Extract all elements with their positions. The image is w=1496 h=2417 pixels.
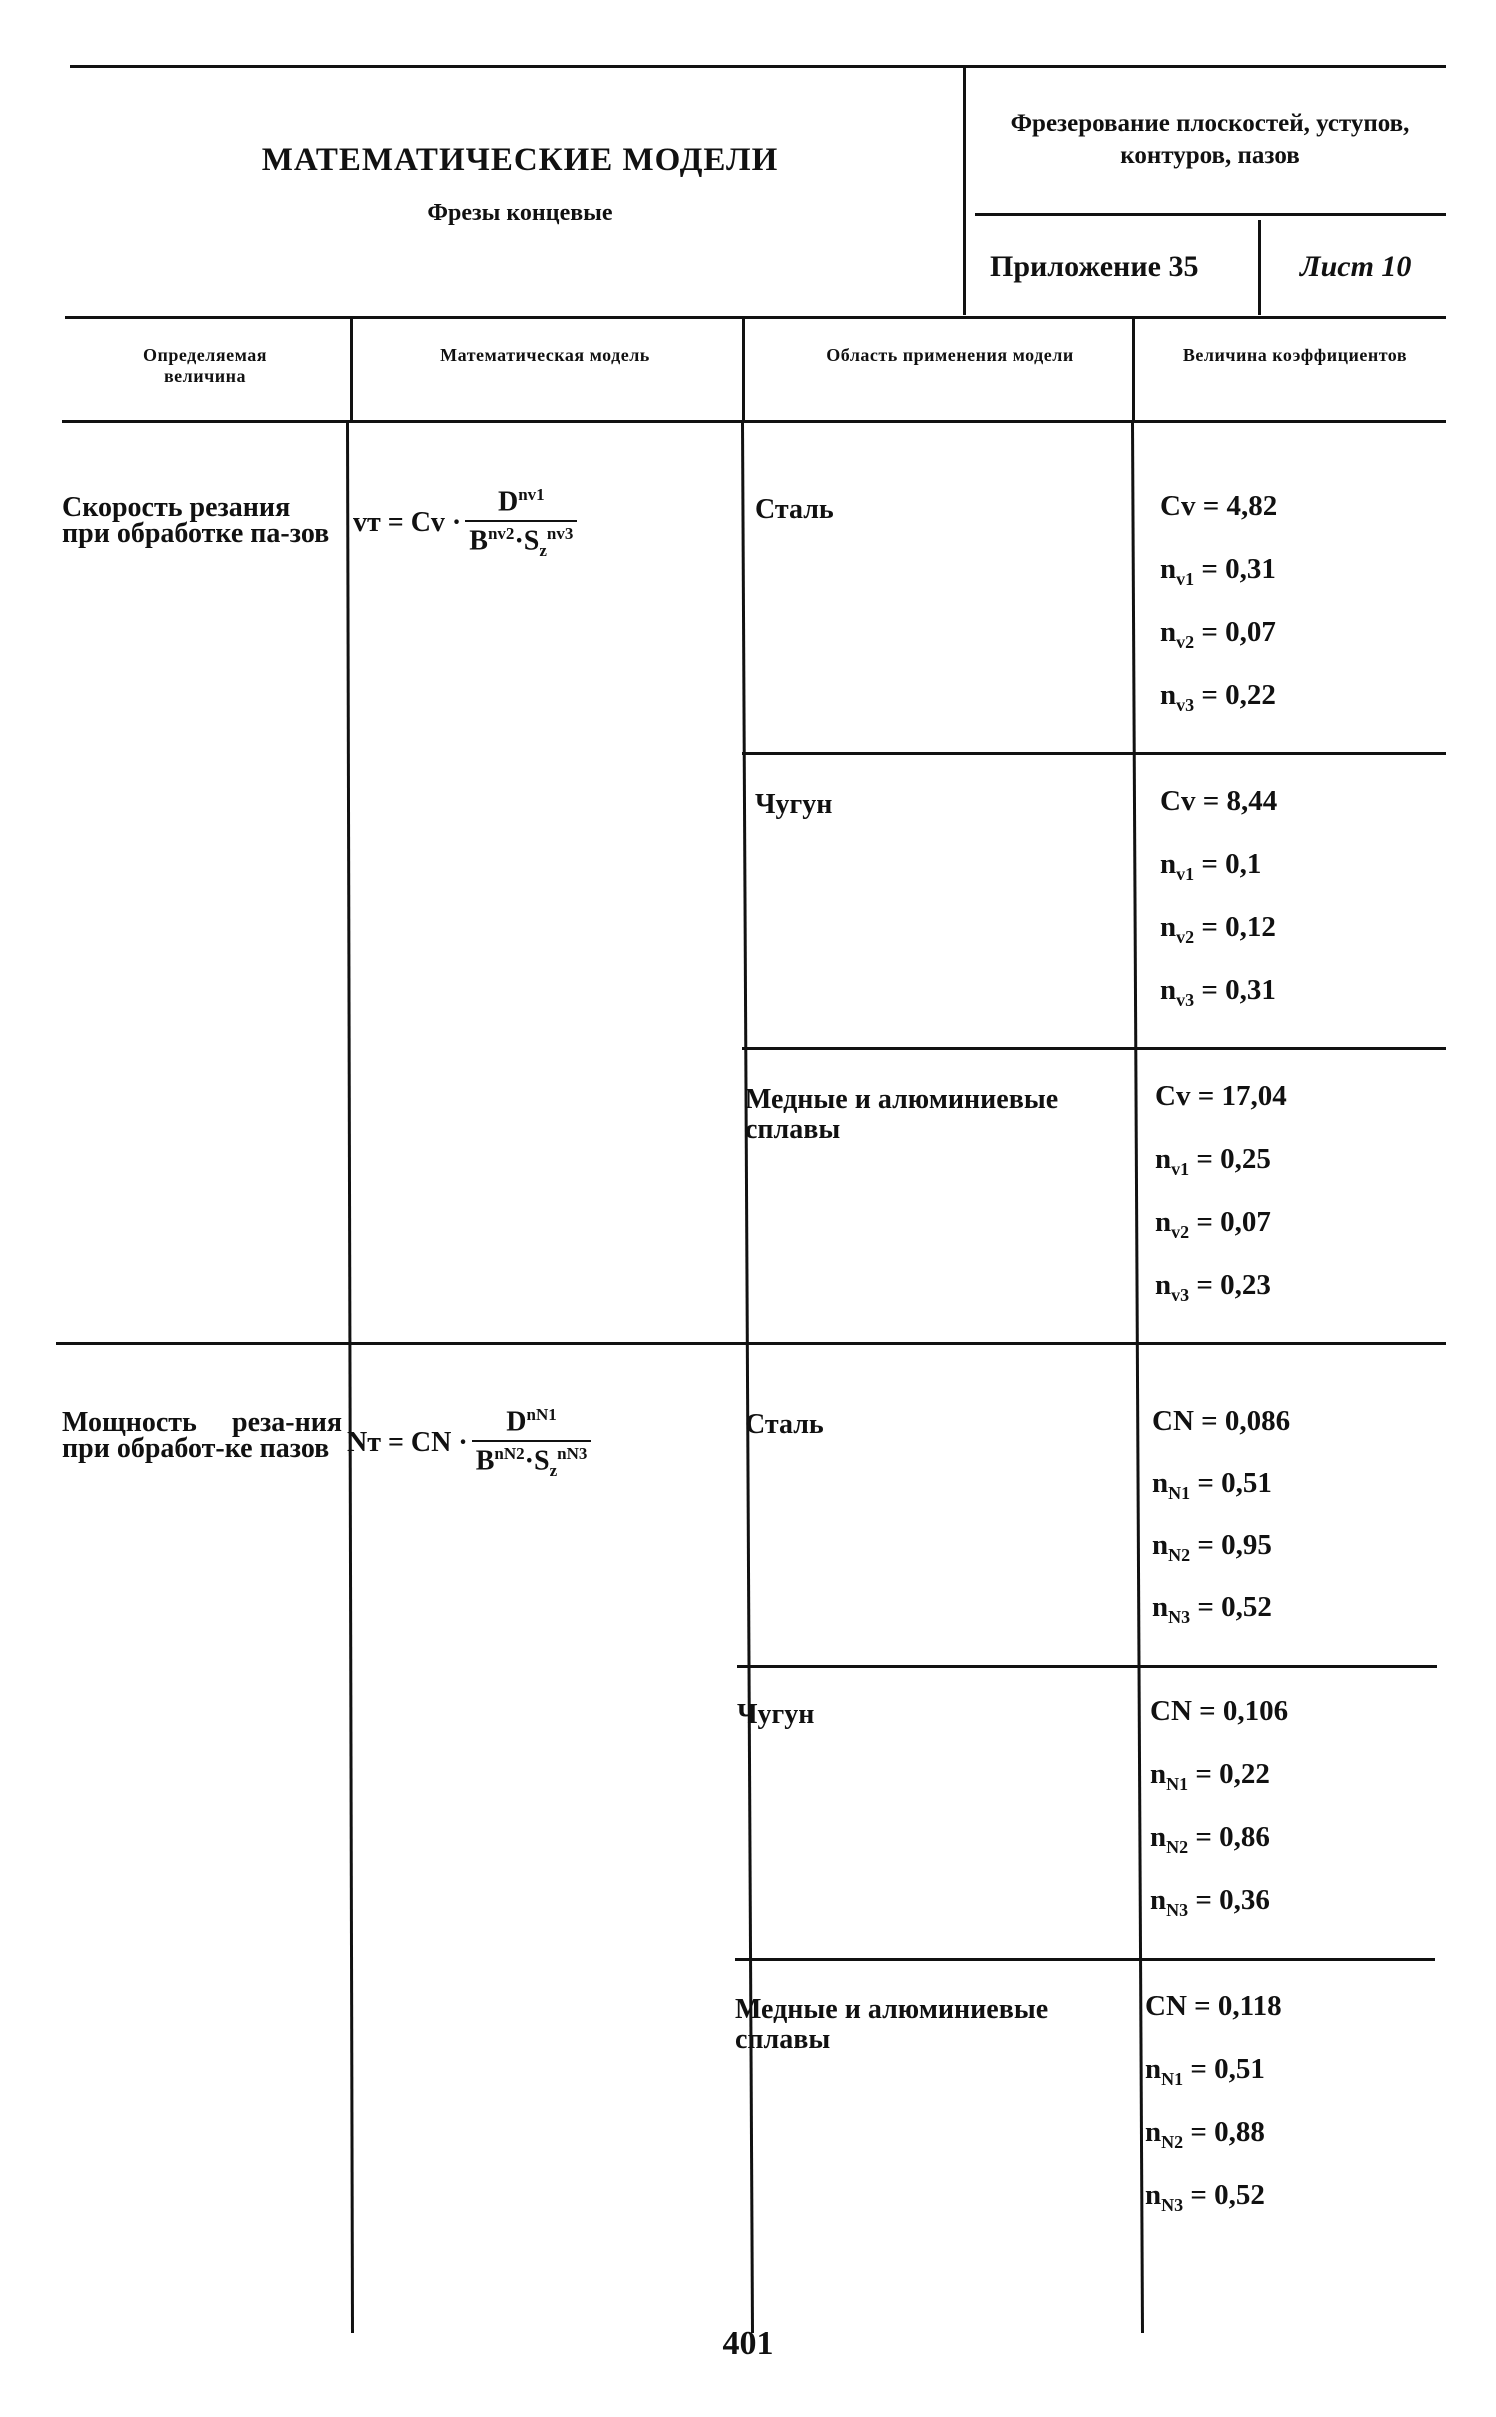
- coefficient-symbol: n: [1152, 1591, 1169, 1623]
- coefficient: [1160, 553, 1276, 590]
- coefficient-value: = 0,25: [1196, 1143, 1271, 1175]
- column-header-region: Область применения модели: [826, 345, 1074, 365]
- coefficient-symbol: n: [1160, 848, 1177, 880]
- column-divider-2: [742, 318, 745, 420]
- coefficient-subscript: v1: [1176, 568, 1195, 589]
- coefficient-subscript: N3: [1166, 1899, 1189, 1920]
- coefficient-symbol: n: [1160, 616, 1177, 648]
- denominator-base-1: B: [475, 1445, 495, 1477]
- formula-numerator: [490, 485, 553, 520]
- coefficient-value: = 0,1: [1201, 848, 1262, 880]
- coefficient: [1152, 1591, 1272, 1628]
- denominator-exponent-2: nN3: [557, 1444, 588, 1464]
- coefficient-value: = 0,86: [1195, 1821, 1270, 1853]
- region-cast-iron: Чугун: [755, 789, 833, 820]
- header-sheet-divider: [1258, 220, 1261, 315]
- coefficient-subscript: N2: [1161, 2131, 1184, 2152]
- coefficient: [1145, 2116, 1265, 2153]
- header-right-divider: [975, 213, 1446, 216]
- formula-cutting-speed: [353, 485, 577, 561]
- page-title: МАТЕМАТИЧЕСКИЕ МОДЕЛИ: [261, 142, 779, 178]
- denominator-subscript-2: z: [549, 1461, 558, 1481]
- coefficient-value: = 0,07: [1196, 1206, 1271, 1238]
- coefficient-value: = 0,31: [1201, 553, 1276, 585]
- coefficient-subscript: v3: [1171, 1284, 1190, 1305]
- column-header-quantity: Определяемая величина: [143, 345, 267, 386]
- coefficient: [1152, 1405, 1290, 1442]
- formula-numerator: [498, 1405, 564, 1440]
- denominator-separator: ·: [524, 1445, 534, 1477]
- column-divider-3: [1132, 318, 1135, 420]
- coefficient: [1155, 1206, 1271, 1243]
- coefficient-symbol: n: [1145, 2179, 1162, 2211]
- coefficient: [1150, 1758, 1270, 1795]
- denominator-exponent-1: nN2: [494, 1444, 525, 1464]
- region-steel: Сталь: [755, 494, 834, 525]
- coefficient: [1160, 490, 1277, 527]
- coefficient-symbol: n: [1150, 1884, 1167, 1916]
- header-top-rule: [70, 65, 1446, 68]
- coefficient-value: = 0,22: [1201, 679, 1276, 711]
- coefficient-value: = 0,12: [1201, 911, 1276, 943]
- coefficient-symbol: n: [1160, 679, 1177, 711]
- coefficient-symbol: Cv: [1160, 785, 1196, 817]
- coefficient: [1155, 1143, 1271, 1180]
- coefficient: [1150, 1884, 1270, 1921]
- formula-cutting-power: [347, 1405, 591, 1481]
- coefficient-value: = 0,31: [1201, 974, 1276, 1006]
- coefficient: [1160, 679, 1276, 716]
- coefficient: [1145, 1990, 1282, 2027]
- coefficient-value: = 0,07: [1201, 616, 1276, 648]
- coefficient-value: = 0,88: [1190, 2116, 1265, 2148]
- column-header-coefficients: Величина коэффициентов: [1182, 345, 1408, 365]
- coefficient-subscript: N1: [1168, 1482, 1191, 1503]
- region-copper-aluminium: Медные и алюминиевые сплавы: [735, 1994, 1049, 2055]
- coefficient-value: = 0,086: [1201, 1405, 1291, 1437]
- formula-lhs: Nт = CN ·: [347, 1427, 468, 1459]
- coefficient-symbol: Cv: [1155, 1080, 1191, 1112]
- column-divider-1: [350, 318, 353, 420]
- coefficient-subscript: v1: [1171, 1158, 1190, 1179]
- coefficient-subscript: N3: [1168, 1606, 1191, 1627]
- denominator-exponent-1: nv2: [487, 524, 515, 544]
- page-number: 401: [722, 2325, 774, 2362]
- page-subtitle: Фрезы концевые: [427, 200, 613, 226]
- numerator-exponent: nv1: [518, 485, 545, 504]
- formula-denominator: [465, 520, 577, 561]
- region-copper-aluminium: Медные и алюминиевые сплавы: [745, 1084, 1059, 1145]
- coefficient-value: = 0,23: [1196, 1269, 1271, 1301]
- denominator-base-1: B: [469, 525, 488, 557]
- coefficient-symbol: CN: [1150, 1695, 1192, 1727]
- coefficient: [1160, 785, 1277, 822]
- coefficient-value: = 0,22: [1195, 1758, 1270, 1790]
- operation-label: Фрезерование плоскостей, уступов, контуров, пазов: [1010, 110, 1410, 169]
- coefficient: [1152, 1529, 1272, 1566]
- coefficient: [1155, 1080, 1287, 1117]
- formula-fraction: [472, 1405, 592, 1481]
- coefficient-subscript: N1: [1166, 1773, 1189, 1794]
- coefficient-subscript: v2: [1171, 1221, 1190, 1242]
- coefficient-symbol: n: [1150, 1758, 1167, 1790]
- block-divider: [56, 1342, 1446, 1345]
- denominator-separator: ·: [514, 525, 524, 557]
- coefficient: [1160, 848, 1261, 885]
- denominator-exponent-2: nv3: [546, 524, 574, 544]
- coefficient-subscript: v3: [1176, 989, 1195, 1010]
- coefficient-value: = 0,118: [1194, 1990, 1282, 2022]
- group-divider: [742, 1047, 1446, 1050]
- coefficient-symbol: CN: [1145, 1990, 1187, 2022]
- coefficient-value: = 17,04: [1197, 1080, 1287, 1112]
- sheet-label: Лист 10: [1300, 250, 1412, 283]
- appendix-label: Приложение 35: [990, 250, 1199, 283]
- column-divider-3-body: [1131, 423, 1144, 2333]
- coefficient-value: = 0,36: [1195, 1884, 1270, 1916]
- formula-lhs: vт = Cv ·: [353, 507, 462, 539]
- numerator-exponent: nN1: [526, 1405, 557, 1424]
- formula-denominator: [472, 1440, 592, 1481]
- coefficient-value: = 0,95: [1197, 1529, 1272, 1561]
- coefficient: [1160, 974, 1276, 1011]
- coefficient-symbol: n: [1145, 2053, 1162, 2085]
- group-divider: [735, 1958, 1435, 1961]
- coefficient-value: = 0,51: [1190, 2053, 1265, 2085]
- denominator-base-2: S: [533, 1445, 550, 1477]
- header-bottom-rule: [65, 316, 1446, 319]
- coefficient: [1150, 1695, 1288, 1732]
- coefficient-symbol: n: [1155, 1143, 1172, 1175]
- formula-fraction: [465, 485, 577, 561]
- coefficient-symbol: n: [1155, 1206, 1172, 1238]
- coefficient-subscript: N1: [1161, 2068, 1184, 2089]
- numerator-base: D: [506, 1406, 527, 1438]
- coefficient: [1160, 616, 1276, 653]
- coefficient-subscript: v2: [1176, 631, 1195, 652]
- coefficient: [1145, 2053, 1265, 2090]
- coefficient-subscript: v3: [1176, 694, 1195, 715]
- coefficient-value: = 4,82: [1202, 490, 1278, 522]
- coefficient: [1150, 1821, 1270, 1858]
- coefficient-symbol: n: [1152, 1529, 1169, 1561]
- coefficient-value: = 0,52: [1197, 1591, 1272, 1623]
- coefficient-subscript: N2: [1166, 1836, 1189, 1857]
- coefficient-value: = 0,51: [1197, 1467, 1272, 1499]
- coefficient-symbol: n: [1145, 2116, 1162, 2148]
- coefficient: [1145, 2179, 1265, 2216]
- quantity-cutting-power: Мощность реза-ния при обработ-ке пазов: [62, 1407, 342, 1464]
- coefficient-symbol: n: [1160, 911, 1177, 943]
- coefficient-subscript: N2: [1168, 1544, 1191, 1565]
- column-divider-1-body: [346, 423, 354, 2333]
- numerator-base: D: [497, 486, 519, 518]
- coefficient: [1160, 911, 1276, 948]
- denominator-base-2: S: [523, 525, 540, 557]
- coefficient-symbol: n: [1160, 553, 1177, 585]
- group-divider: [742, 752, 1446, 755]
- denominator-subscript-2: z: [539, 541, 547, 561]
- coefficient-symbol: Cv: [1160, 490, 1196, 522]
- coefficient-subscript: v1: [1176, 863, 1195, 884]
- coefficient-symbol: n: [1152, 1467, 1169, 1499]
- coefficient-subscript: N3: [1161, 2194, 1184, 2215]
- coefficient-subscript: v2: [1176, 926, 1195, 947]
- header-vertical-divider: [963, 65, 966, 315]
- region-cast-iron: Чугун: [737, 1699, 815, 1730]
- coefficient-value: = 0,52: [1190, 2179, 1265, 2211]
- column-header-rule: [62, 420, 1446, 423]
- coefficient-symbol: CN: [1152, 1405, 1194, 1437]
- coefficient: [1155, 1269, 1271, 1306]
- quantity-cutting-speed: Скорость резания при обработке па-зов: [62, 492, 330, 549]
- coefficient-value: = 8,44: [1202, 785, 1278, 817]
- coefficient-value: = 0,106: [1199, 1695, 1289, 1727]
- coefficient-symbol: n: [1150, 1821, 1167, 1853]
- column-header-model: Математическая модель: [440, 345, 650, 365]
- region-steel: Сталь: [745, 1409, 824, 1440]
- coefficient-symbol: n: [1155, 1269, 1172, 1301]
- coefficient: [1152, 1467, 1272, 1504]
- group-divider: [737, 1665, 1437, 1668]
- coefficient-symbol: n: [1160, 974, 1177, 1006]
